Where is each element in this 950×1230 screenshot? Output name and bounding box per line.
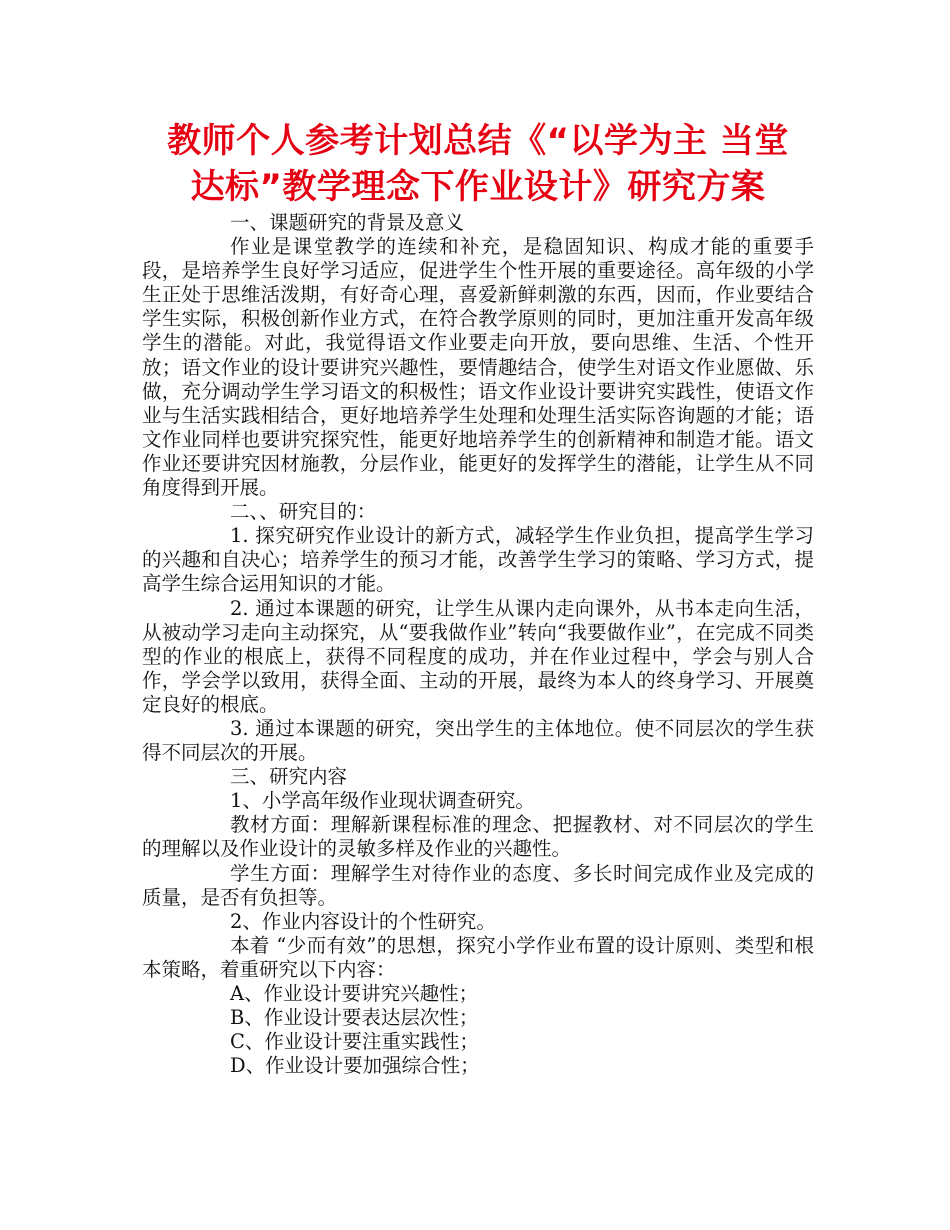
document-title: [142, 118, 814, 210]
section-heading-background: 一、课题研究的背景及意义: [230, 211, 465, 234]
section-heading-content: 三、研究内容: [230, 765, 348, 789]
content-textbook-aspect: 教材方面：理解新课程标准的理念、把握教材、对不同层次的学生的理解以及作业设计的灵敏多样及作业的兴趣性。: [142, 813, 814, 861]
title-line-1: 教师个人参考计划总结《“以学为主 当堂: [167, 121, 789, 161]
content-principle: 本着 “少而有效”的思想，探究小学作业布置的设计原则、类型和根本策略，着重研究以下内容：: [142, 933, 814, 981]
document-body: [142, 211, 814, 1078]
list-item-d: D、作业设计要加强综合性；: [230, 1054, 480, 1078]
section-heading-purpose: 二、、研究目的：: [230, 500, 377, 524]
document-page: [142, 118, 814, 1078]
purpose-item-1: 1. 探究研究作业设计的新方式，减轻学生作业负担，提高学生学习的兴趣和自决心；培养学生的预习才能，改善学生学习的策略、学习方式，提高学生综合运用知识的才能。: [142, 524, 814, 596]
title-line-2: 达标”教学理念下作业设计》研究方案: [190, 167, 766, 207]
list-item-a: A、作业设计要讲究兴趣性；: [230, 982, 479, 1005]
content-student-aspect: 学生方面：理解学生对待作业的态度、多长时间完成作业及完成的质量，是否有负担等。: [142, 861, 814, 909]
content-item-2: 2、作业内容设计的个性研究。: [230, 909, 496, 933]
content-item-1: 1、小学高年级作业现状调查研究。: [230, 789, 535, 813]
purpose-item-2: 2. 通过本课题的研究，让学生从课内走向课外，从书本走向生活，从被动学习走向主动探究，从“要我做作业”转向“我要做作业”，在完成不同类型的作业的根底上，获得不同程度的成功，并在作业过程中，学会与别人合作，学会学以致用，获得全面、主动的开展，最终为本人的终身学习、开展奠定良好的根底。: [142, 596, 814, 716]
body-paragraph-background: 作业是课堂教学的连续和补充，是稳固知识、构成才能的重要手段，是培养学生良好学习适应，促进学生个性开展的重要途径。高年级的小学生正处于思维活泼期，有好奇心理，喜爱新鲜刺激的东西，因而，作业要结合学生实际，积极创新作业方式，在符合教学原则的同时，更加注重开发高年级学生的潜能。对此，我觉得语文作业要走向开放，要向思维、生活、个性开放；语文作业的设计要讲究兴趣性，要情趣结合，使学生对语文作业愿做、乐做，充分调动学生学习语文的积极性；语文作业设计要讲究实践性，使语文作业与生活实践相结合，更好地培养学生处理和处理生活实际咨询题的才能；语文作业同样也要讲究探究性，能更好地培养学生的创新精神和制造才能。语文作业还要讲究因材施教，分层作业，能更好的发挥学生的潜能，让学生从不同角度得到开展。: [142, 235, 814, 500]
purpose-item-3: 3. 通过本课题的研究，突出学生的主体地位。使不同层次的学生获得不同层次的开展。: [142, 716, 814, 765]
list-item-c: C、作业设计要注重实践性；: [230, 1030, 479, 1054]
list-item-b: B、作业设计要表达层次性；: [230, 1006, 479, 1030]
